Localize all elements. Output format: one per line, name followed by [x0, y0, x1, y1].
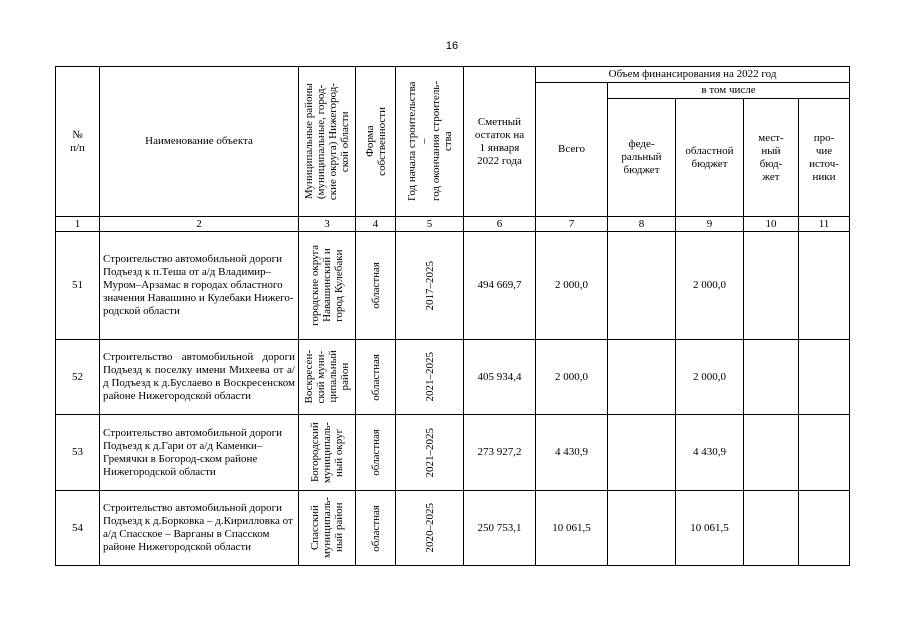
object-name: Строительство автомобильной дороги Подъезд к д.Борковка – д.Кирилловка от а/д Спасское – Варганы в Спасском районе Нижегородской области: [100, 491, 299, 566]
column-number: 9: [676, 217, 744, 232]
local-value: [744, 232, 799, 340]
row-number: 54: [56, 491, 100, 566]
years-text: 2021–2025: [423, 427, 436, 478]
column-number: 11: [799, 217, 850, 232]
header-balance: Сметный остаток на 1 января 2022 года: [464, 67, 536, 217]
municipality-cell: [299, 232, 356, 340]
column-numbers-row: [56, 217, 850, 232]
total-value: 2 000,0: [536, 232, 608, 340]
balance-value: 494 669,7: [464, 232, 536, 340]
row-number: 51: [56, 232, 100, 340]
balance-value: 405 934,4: [464, 340, 536, 415]
ownership-text: областная: [369, 429, 382, 476]
header-ownership-text: Форма собственности: [363, 107, 388, 176]
column-number: 4: [356, 217, 396, 232]
header-municipality: [299, 67, 356, 217]
local-value: [744, 340, 799, 415]
header-years: [396, 67, 464, 217]
ownership-cell: [356, 232, 396, 340]
regional-value: 2 000,0: [676, 340, 744, 415]
ownership-cell: [356, 491, 396, 566]
federal-value: [608, 232, 676, 340]
balance-value: 250 753,1: [464, 491, 536, 566]
column-number: 7: [536, 217, 608, 232]
header-other: про- чие источ- ники: [799, 99, 850, 217]
local-value: [744, 415, 799, 491]
ownership-cell: [356, 340, 396, 415]
municipality-text: Спасский муниципаль- ный район: [309, 497, 345, 559]
header-row-number: № п/п: [56, 67, 100, 217]
total-value: 10 061,5: [536, 491, 608, 566]
total-value: 4 430,9: [536, 415, 608, 491]
years-cell: [396, 340, 464, 415]
table-row: [56, 491, 850, 566]
federal-value: [608, 415, 676, 491]
table-row: [56, 340, 850, 415]
other-value: [799, 232, 850, 340]
column-number: 6: [464, 217, 536, 232]
municipality-cell: [299, 491, 356, 566]
regional-value: 10 061,5: [676, 491, 744, 566]
column-number: 8: [608, 217, 676, 232]
header-object-name: Наименование объекта: [100, 67, 299, 217]
years-text: 2017–2025: [423, 260, 436, 311]
other-value: [799, 491, 850, 566]
ownership-cell: [356, 415, 396, 491]
object-name: Строительство автомобильной дороги Подъезд к п.Теша от а/д Владимир–Муром–Арзамас в городах областного значения Навашино и Кулебаки Нижего-родской области: [100, 232, 299, 340]
federal-value: [608, 491, 676, 566]
table-row: [56, 232, 850, 340]
page-number: 16: [445, 40, 459, 52]
municipality-text: Воскресен- ский муни- ципальный район: [303, 350, 351, 404]
header-regional: областной бюджет: [676, 99, 744, 217]
ownership-text: областная: [369, 353, 382, 401]
local-value: [744, 491, 799, 566]
column-number: 1: [56, 217, 100, 232]
years-cell: [396, 491, 464, 566]
regional-value: 2 000,0: [676, 232, 744, 340]
header-local: мест- ный бюд- жет: [744, 99, 799, 217]
header-total: Всего: [536, 83, 608, 217]
other-value: [799, 415, 850, 491]
total-value: 2 000,0: [536, 340, 608, 415]
municipality-text: городские округа Навашинский и город Кулебаки: [309, 245, 345, 326]
row-number: 53: [56, 415, 100, 491]
ownership-text: областная: [369, 504, 382, 552]
header-funding-group: Объем финансирования на 2022 год: [536, 67, 850, 83]
column-number: 5: [396, 217, 464, 232]
municipality-cell: [299, 340, 356, 415]
column-number: 2: [100, 217, 299, 232]
funding-table: [55, 66, 850, 566]
years-text: 2020–2025: [423, 503, 436, 553]
balance-value: 273 927,2: [464, 415, 536, 491]
object-name: Строительство автомобильной дороги Подъезд к поселку имени Михеева от а/д Подъезд к д.Буслаево в Воскресенском районе Нижегородской области: [100, 340, 299, 415]
municipality-text: Богородский муниципаль- ный округ: [309, 421, 345, 484]
municipality-cell: [299, 415, 356, 491]
regional-value: 4 430,9: [676, 415, 744, 491]
ownership-text: областная: [369, 262, 382, 309]
years-text: 2021–2025: [423, 352, 436, 402]
column-number: 3: [299, 217, 356, 232]
header-including: в том числе: [608, 83, 850, 99]
row-number: 52: [56, 340, 100, 415]
column-number: 10: [744, 217, 799, 232]
header-years-text: Год начала строительства – год окончания строитель- ства: [405, 81, 454, 202]
object-name: Строительство автомобильной дороги Подъезд к д.Гари от а/д Каменки–Гремячки в Богород-ском районе Нижегородской области: [100, 415, 299, 491]
header-ownership: [356, 67, 396, 217]
table-row: [56, 415, 850, 491]
federal-value: [608, 340, 676, 415]
header-municipality-text: Муниципальные районы (муниципальные, город- ские округа) Нижегород- ской области: [303, 82, 351, 201]
other-value: [799, 340, 850, 415]
header-federal: феде- ральный бюджет: [608, 99, 676, 217]
years-cell: [396, 415, 464, 491]
years-cell: [396, 232, 464, 340]
